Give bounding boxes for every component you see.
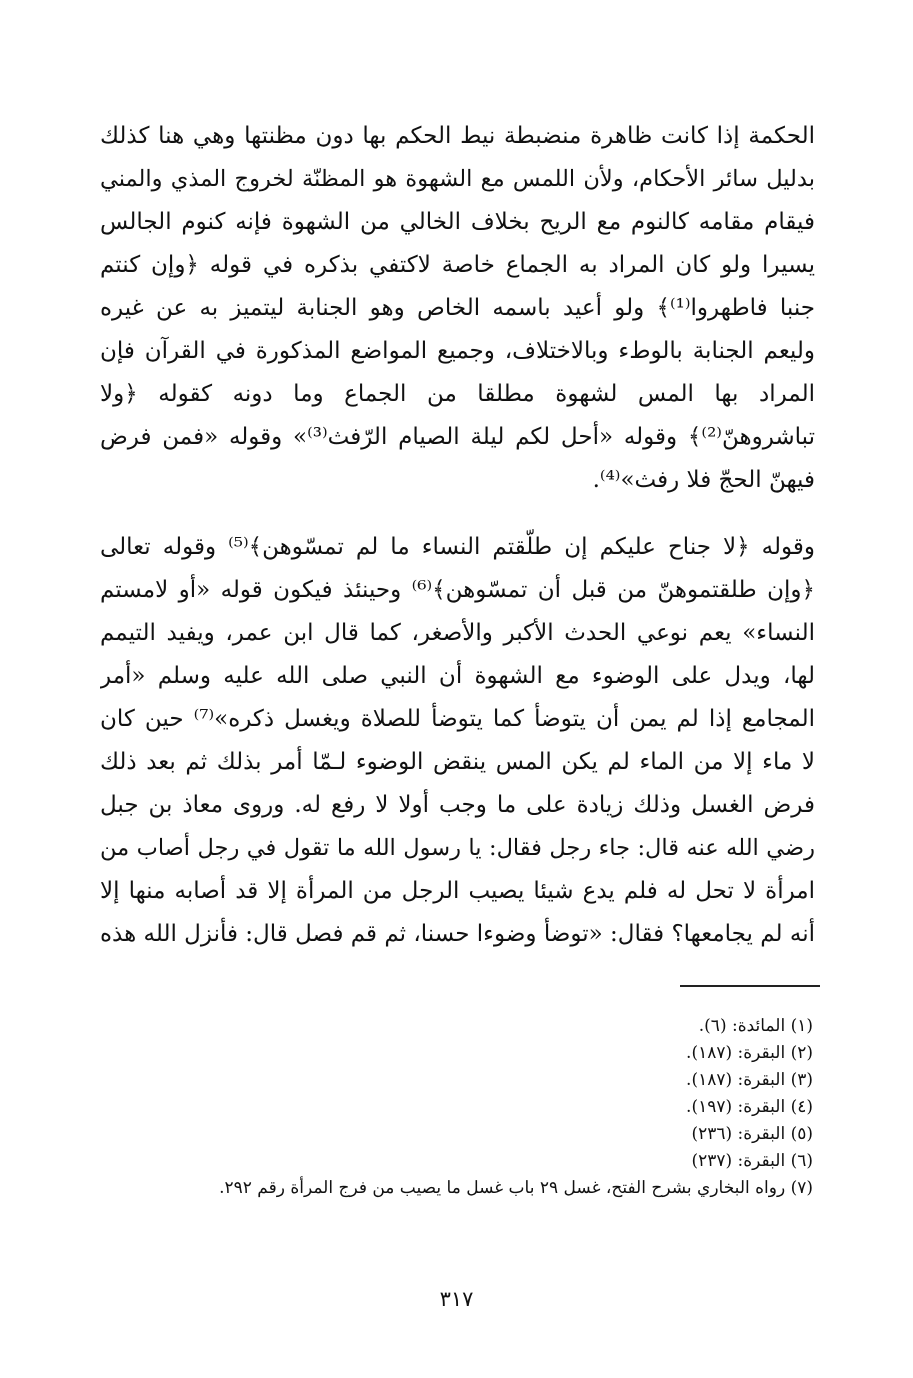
text-line: امرأة لا تحل له فلم يدع شيئا يصيب الرجل من المرأة إلا قد أصابه منها إلا [100, 878, 815, 904]
text-line: بدليل سائر الأحكام، ولأن اللمس مع الشهوة هو المظنّة لخروج المذي والمني [100, 166, 815, 192]
footnote-7: (٧) رواه البخاري بشرح الفتح، غسل ٢٩ باب غسل ما يصيب من فرج المرأة رقم ٢٩٢. [219, 1178, 813, 1198]
text-line: ﴿وإن طلقتموهنّ من قبل أن تمسّوهن﴾⁽⁶⁾ وحينئذ فيكون قوله «أو لامستم [100, 577, 815, 603]
text-line: تباشروهنّ⁽²⁾﴾ وقوله «أحل لكم ليلة الصيام الرّفث⁽³⁾» وقوله «فمن فرض [100, 424, 815, 450]
footnote-3: (٣) البقرة: (١٨٧). [686, 1070, 813, 1090]
body-paragraph-1 [100, 115, 815, 502]
footnote-2: (٢) البقرة: (١٨٧). [686, 1043, 813, 1063]
text-line: وقوله ﴿لا جناح عليكم إن طلّقتم النساء ما لم تمسّوهن﴾⁽⁵⁾ وقوله تعالى [100, 534, 815, 560]
text-line: لها، ويدل على الوضوء مع الشهوة أن النبي صلى الله عليه وسلم «أمر [100, 663, 815, 689]
page-number: ٣١٧ [439, 1287, 474, 1311]
footnote-4: (٤) البقرة: (١٩٧). [686, 1097, 813, 1117]
text-line: فيهنّ الحجّ فلا رفث»⁽⁴⁾. [592, 467, 815, 493]
text-line: فرض الغسل وذلك زيادة على ما وجب أولا لا رفع له. وروى معاذ بن جبل [100, 792, 815, 818]
footnotes [98, 1013, 813, 1202]
footnote-5: (٥) البقرة: (٢٣٦) [691, 1124, 813, 1144]
footnote-separator [680, 985, 820, 987]
text-line: وليعم الجنابة بالوطء وبالاختلاف، وجميع المواضع المذكورة في القرآن فإن [100, 338, 815, 364]
footnote-6: (٦) البقرة: (٢٣٧) [691, 1151, 813, 1171]
text-line: فيقام مقامه كالنوم مع الريح بخلاف الخالي من الشهوة فإنه كنوم الجالس [100, 209, 815, 235]
text-line: لا ماء إلا من الماء لم يكن المس ينقض الوضوء لـمّا أمر بذلك ثم بعد ذلك [100, 749, 815, 775]
body-paragraph-2 [100, 526, 815, 956]
text-line: المراد بها المس لشهوة مطلقا من الجماع وما دونه كقوله ﴿ولا [100, 381, 815, 407]
text-line: يسيرا ولو كان المراد به الجماع خاصة لاكتفي بذكره في قوله ﴿وإن كنتم [100, 252, 815, 278]
text-line: رضي الله عنه قال: جاء رجل فقال: يا رسول الله ما تقول في رجل أصاب من [100, 835, 815, 861]
text-line: جنبا فاطهروا⁽¹⁾﴾ ولو أعيد باسمه الخاص وهو الجنابة ليتميز به عن غيره [100, 295, 815, 321]
footnote-1: (١) المائدة: (٦). [698, 1016, 813, 1036]
text-line: أنه لم يجامعها؟ فقال: «توضأ وضوءا حسنا، ثم قم فصل قال: فأنزل الله هذه [100, 921, 815, 947]
text-line: النساء» يعم نوعي الحدث الأكبر والأصغر، كما قال ابن عمر، ويفيد التيمم [100, 620, 815, 646]
text-line: المجامع إذا لم يمن أن يتوضأ كما يتوضأ للصلاة ويغسل ذكره»⁽⁷⁾ حين كان [100, 706, 815, 732]
text-line: الحكمة إذا كانت ظاهرة منضبطة نيط الحكم بها دون مظنتها وهي هنا كذلك [100, 123, 815, 149]
